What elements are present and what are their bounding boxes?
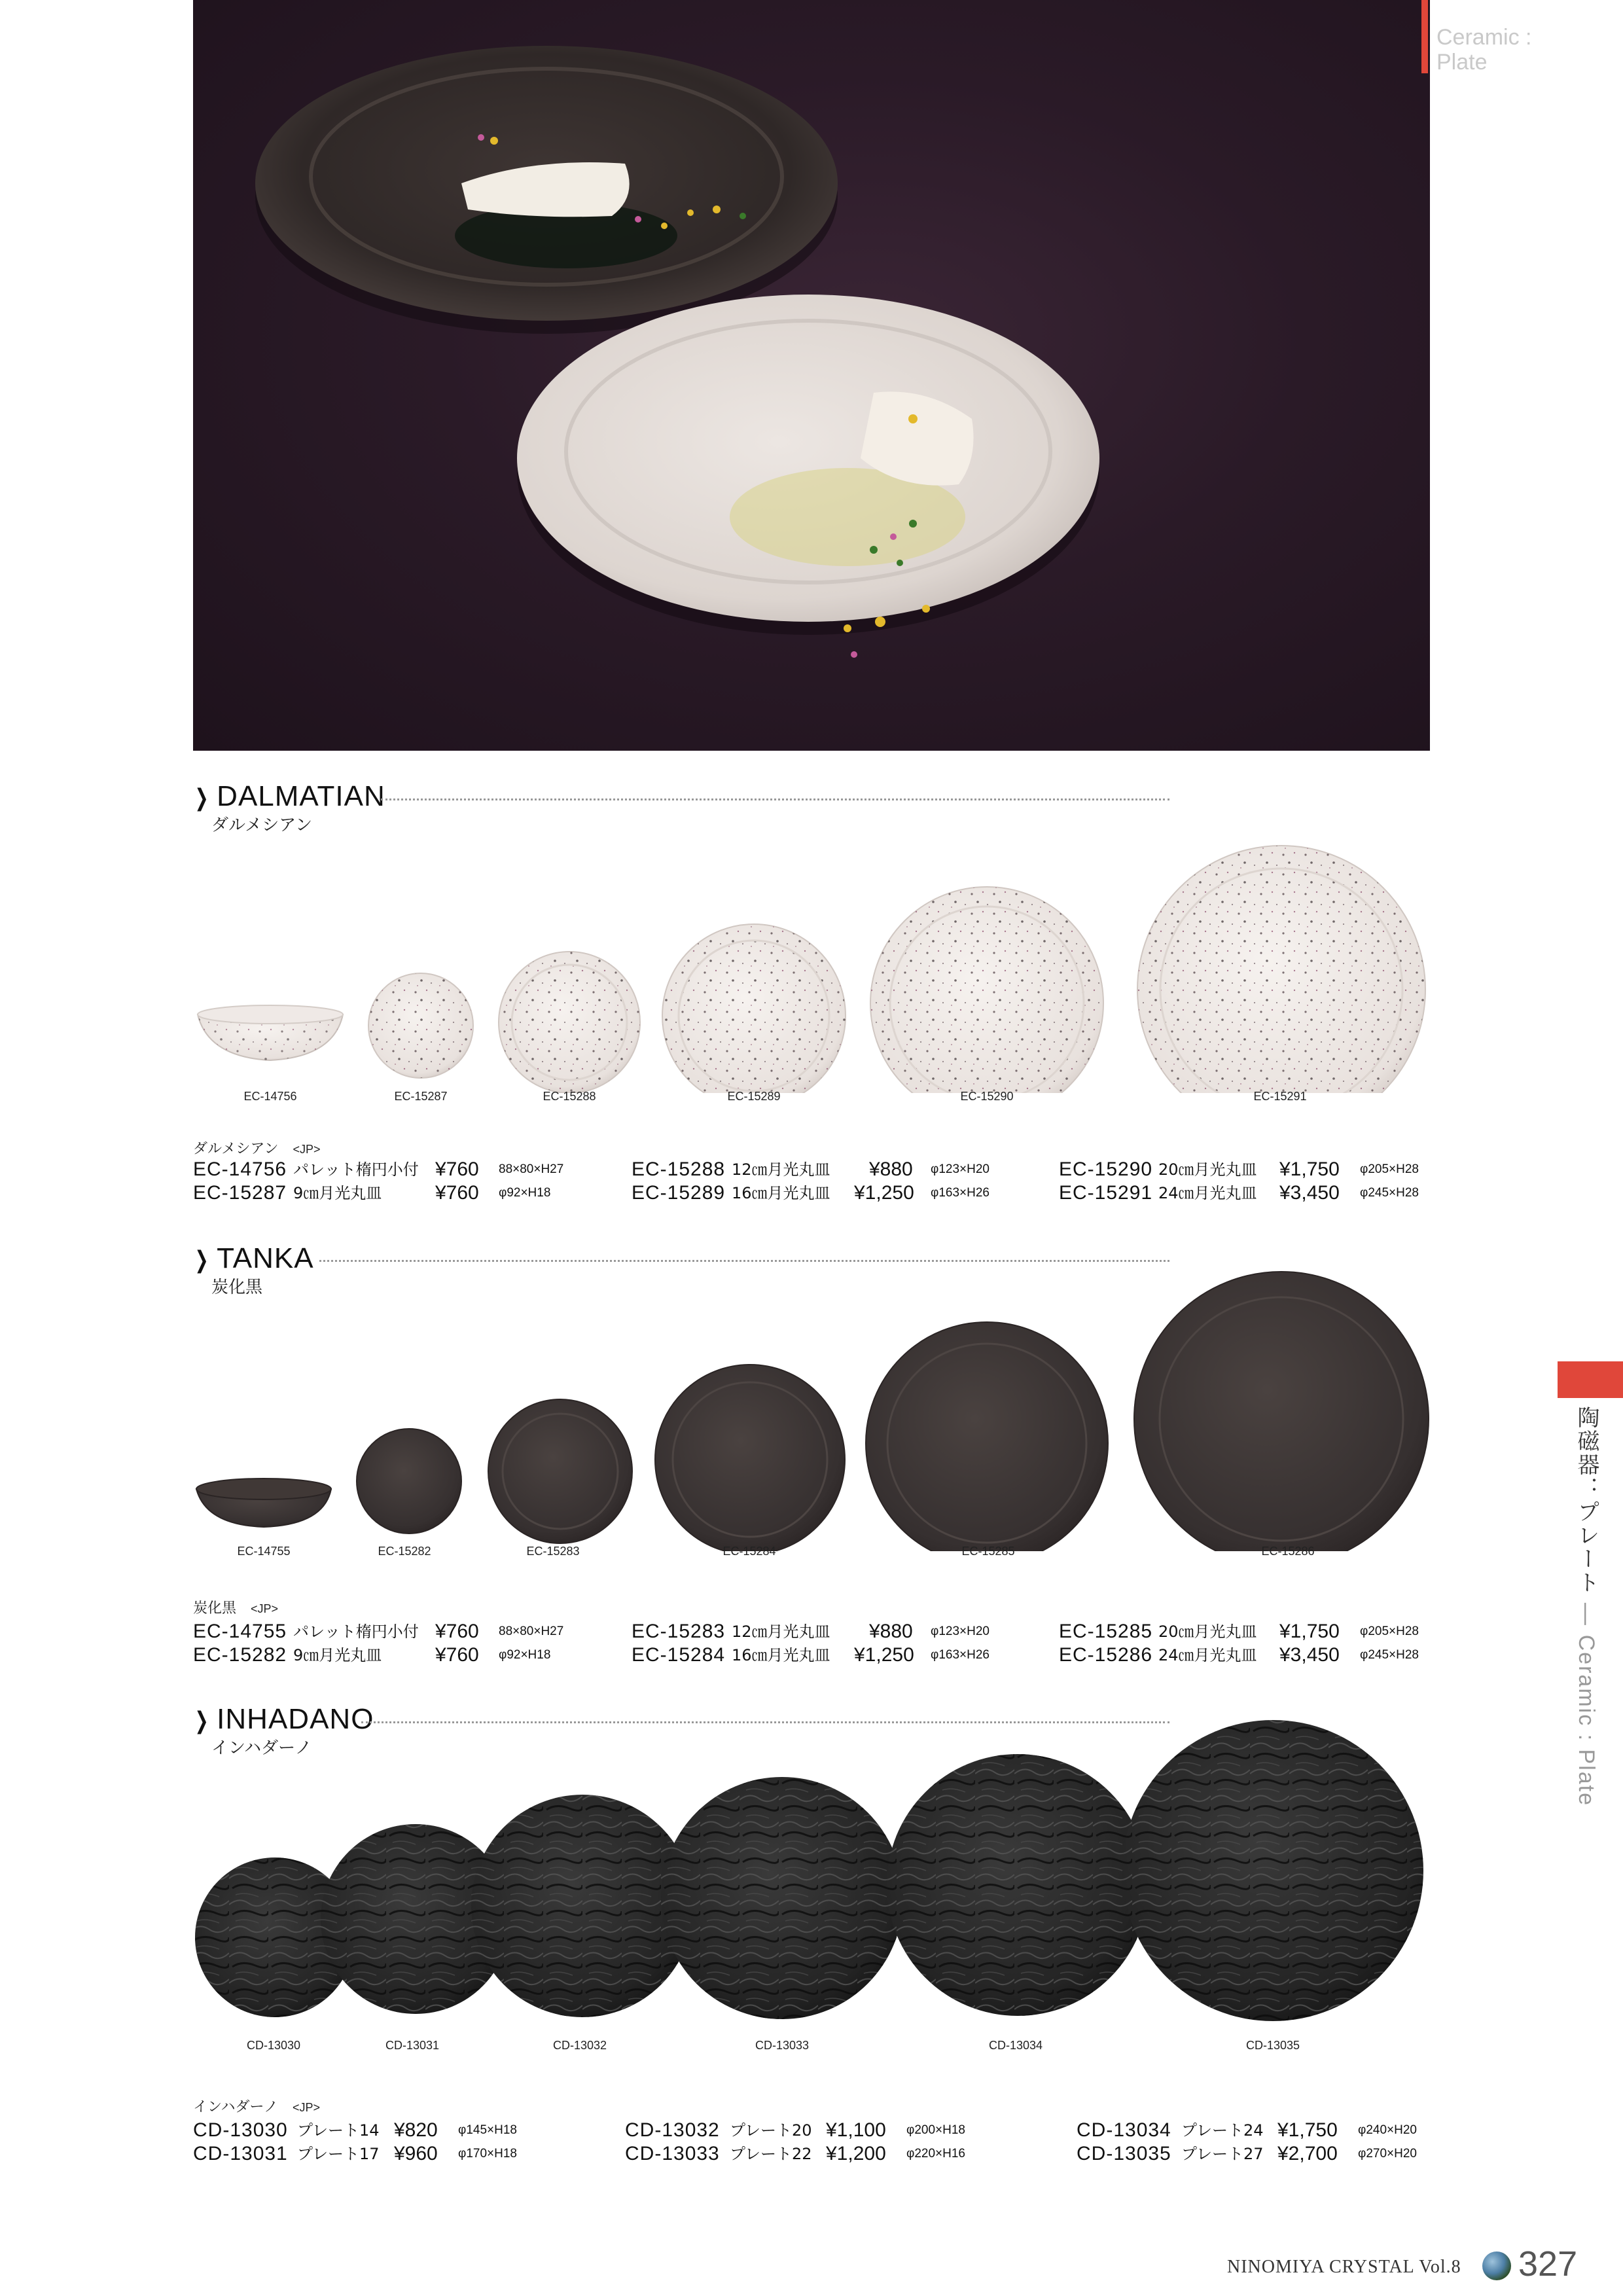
plates-photo-illustration <box>193 0 1430 751</box>
product-dimensions: φ92×H18 <box>499 1186 551 1200</box>
side-tab-sep: ― <box>1573 1602 1599 1626</box>
category-tag <box>1436 25 1531 75</box>
product-caption: EC-15284 <box>722 1545 776 1558</box>
product-code: EC-15283 <box>632 1621 726 1642</box>
origin-tag: <JP> <box>293 2101 321 2114</box>
product-dimensions: φ220×H16 <box>906 2147 965 2161</box>
product-dimensions: φ205×H28 <box>1360 1624 1419 1638</box>
product-caption: EC-15289 <box>727 1090 781 1103</box>
product-dimensions: φ123×H20 <box>931 1624 990 1638</box>
price-list-title <box>193 2096 320 2116</box>
product-code: EC-14756 <box>193 1158 287 1180</box>
product-caption: CD-13030 <box>246 2039 301 2052</box>
product-code: EC-15284 <box>632 1644 726 1666</box>
product-EC-15284 <box>655 1365 845 1551</box>
product-dimensions: φ123×H20 <box>931 1162 990 1176</box>
product-price: ¥1,750 <box>1277 2119 1338 2141</box>
globe-icon <box>1482 2251 1511 2280</box>
section-title: TANKA <box>217 1242 314 1274</box>
price-row <box>0 2118 1623 2143</box>
product-price: ¥3,450 <box>1279 1644 1340 1666</box>
product-caption: EC-15290 <box>960 1090 1014 1103</box>
product-EC-15286 <box>1134 1272 1429 1551</box>
side-tab-marker <box>1558 1361 1623 1398</box>
origin-tag: <JP> <box>293 1143 321 1156</box>
product-price: ¥3,450 <box>1279 1182 1340 1204</box>
product-dimensions: φ270×H20 <box>1358 2147 1417 2161</box>
product-price: ¥760 <box>435 1158 479 1180</box>
product-name: 20㎝月光丸皿 <box>1158 1623 1257 1641</box>
price-row <box>0 1619 1623 1644</box>
price-list-name: ダルメシアン <box>193 1141 279 1157</box>
section-title: INHADANO <box>217 1703 374 1735</box>
product-caption: CD-13034 <box>988 2039 1043 2052</box>
chevron-right-icon: ❯ <box>194 1246 209 1273</box>
product-name: 16㎝月光丸皿 <box>732 1646 830 1664</box>
product-price: ¥1,200 <box>826 2143 886 2164</box>
product-EC-15285 <box>866 1322 1108 1551</box>
top-tag-bar <box>1421 0 1428 73</box>
product-EC-15287 <box>368 973 473 1078</box>
product-price: ¥820 <box>394 2119 438 2141</box>
side-tab-jp: 陶磁器：プレート <box>1573 1406 1599 1594</box>
page-number: 327 <box>1518 2244 1578 2284</box>
price-row <box>0 1643 1623 1668</box>
product-dimensions: φ240×H20 <box>1358 2123 1417 2137</box>
product-caption: EC-15283 <box>526 1545 580 1558</box>
product-price: ¥1,250 <box>854 1644 914 1666</box>
origin-tag: <JP> <box>251 1602 279 1615</box>
product-caption: EC-15285 <box>961 1545 1015 1558</box>
product-name: プレート20 <box>730 2121 812 2140</box>
product-price: ¥880 <box>869 1621 913 1642</box>
product-name: 12㎝月光丸皿 <box>732 1160 830 1179</box>
product-price: ¥2,700 <box>1277 2143 1338 2164</box>
product-caption: EC-15291 <box>1253 1090 1307 1103</box>
chevron-right-icon: ❯ <box>194 1707 209 1734</box>
product-caption: EC-14756 <box>243 1090 297 1103</box>
product-caption: CD-13032 <box>552 2039 607 2052</box>
product-CD-13034 <box>887 1754 1149 2016</box>
product-name: 9㎝月光丸皿 <box>293 1184 382 1202</box>
product-code: CD-13033 <box>625 2143 720 2164</box>
product-price: ¥1,100 <box>826 2119 886 2141</box>
product-name: 20㎝月光丸皿 <box>1158 1160 1257 1179</box>
product-name: プレート17 <box>297 2145 380 2163</box>
product-caption: EC-15287 <box>394 1090 448 1103</box>
product-dimensions: φ163×H26 <box>931 1186 990 1200</box>
product-code: EC-15285 <box>1059 1621 1153 1642</box>
product-price: ¥1,250 <box>854 1182 914 1204</box>
product-dimensions: φ245×H28 <box>1360 1186 1419 1200</box>
product-EC-15282 <box>357 1429 461 1534</box>
product-EC-15291 <box>1137 846 1425 1093</box>
footer-brand: NINOMIYA CRYSTAL Vol.8 <box>1227 2257 1461 2277</box>
product-caption: CD-13031 <box>385 2039 440 2052</box>
product-EC-14756 <box>198 1005 343 1060</box>
product-price: ¥760 <box>435 1644 479 1666</box>
price-list-name: 炭化黒 <box>193 1600 237 1617</box>
chevron-right-icon: ❯ <box>194 784 209 811</box>
product-caption: CD-13033 <box>755 2039 810 2052</box>
section-title: DALMATIAN <box>217 780 385 812</box>
product-code: CD-13032 <box>625 2119 720 2141</box>
product-dimensions: φ92×H18 <box>499 1648 551 1662</box>
price-row <box>0 1181 1623 1206</box>
product-code: EC-15289 <box>632 1182 726 1204</box>
tanka-product-images <box>190 1244 1433 1551</box>
product-caption: EC-14755 <box>237 1545 291 1558</box>
product-EC-15288 <box>499 952 640 1093</box>
product-CD-13033 <box>661 1777 903 2019</box>
product-name: プレート14 <box>297 2121 380 2140</box>
product-name: プレート27 <box>1181 2145 1264 2163</box>
price-row <box>0 2142 1623 2166</box>
product-caption: EC-15288 <box>543 1090 596 1103</box>
product-dimensions: φ145×H18 <box>458 2123 517 2137</box>
product-caption: CD-13035 <box>1245 2039 1300 2052</box>
product-dimensions: φ245×H28 <box>1360 1648 1419 1662</box>
hero-photo <box>193 0 1430 751</box>
side-tab-label <box>1571 1406 1603 1806</box>
section-subtitle: ダルメシアン <box>211 816 313 835</box>
product-code: EC-15287 <box>193 1182 287 1204</box>
section-subtitle: 炭化黒 <box>211 1278 263 1297</box>
product-dimensions: φ200×H18 <box>906 2123 965 2137</box>
product-dimensions: φ170×H18 <box>458 2147 517 2161</box>
product-price: ¥1,750 <box>1279 1621 1340 1642</box>
product-name: 24㎝月光丸皿 <box>1158 1184 1257 1202</box>
inhadano-product-images <box>190 1708 1433 2036</box>
product-EC-15290 <box>870 887 1103 1093</box>
product-caption: EC-15286 <box>1261 1545 1315 1558</box>
product-code: CD-13031 <box>193 2143 288 2164</box>
product-price: ¥760 <box>435 1621 479 1642</box>
product-dimensions: φ163×H26 <box>931 1648 990 1662</box>
product-code: EC-15282 <box>193 1644 287 1666</box>
product-code: CD-13034 <box>1077 2119 1171 2141</box>
product-name: 24㎝月光丸皿 <box>1158 1646 1257 1664</box>
product-code: EC-14755 <box>193 1621 287 1642</box>
price-list-title <box>193 1597 278 1617</box>
product-code: EC-15290 <box>1059 1158 1153 1180</box>
product-dimensions: 88×80×H27 <box>499 1624 564 1638</box>
product-code: EC-15286 <box>1059 1644 1153 1666</box>
product-price: ¥1,750 <box>1279 1158 1340 1180</box>
product-name: パレット楕円小付 <box>293 1623 419 1641</box>
product-code: CD-13030 <box>193 2119 288 2141</box>
price-list-title <box>193 1138 321 1158</box>
dalmatian-product-images <box>190 792 1433 1093</box>
product-CD-13032 <box>471 1795 694 2017</box>
section-subtitle: インハダーノ <box>211 1738 312 1758</box>
product-dimensions: 88×80×H27 <box>499 1162 564 1176</box>
product-dimensions: φ205×H28 <box>1360 1162 1419 1176</box>
product-name: 9㎝月光丸皿 <box>293 1646 382 1664</box>
product-EC-14755 <box>196 1479 331 1527</box>
product-name: 16㎝月光丸皿 <box>732 1184 830 1202</box>
product-code: CD-13035 <box>1077 2143 1171 2164</box>
category-tag-line1: Ceramic : <box>1436 25 1532 50</box>
product-CD-13035 <box>1122 1720 1423 2021</box>
product-name: パレット楕円小付 <box>293 1160 419 1179</box>
product-EC-15289 <box>662 924 846 1093</box>
category-tag-line2: Plate <box>1436 50 1488 75</box>
side-tab-en: Ceramic : Plate <box>1574 1634 1599 1807</box>
product-price: ¥880 <box>869 1158 913 1180</box>
product-caption: EC-15282 <box>378 1545 431 1558</box>
product-price: ¥960 <box>394 2143 438 2164</box>
product-code: EC-15288 <box>632 1158 726 1180</box>
product-name: プレート24 <box>1181 2121 1264 2140</box>
product-EC-15283 <box>488 1399 632 1543</box>
product-price: ¥760 <box>435 1182 479 1204</box>
product-code: EC-15291 <box>1059 1182 1153 1204</box>
price-row <box>0 1157 1623 1182</box>
product-name: 12㎝月光丸皿 <box>732 1623 830 1641</box>
product-name: プレート22 <box>730 2145 812 2163</box>
price-list-name: インハダーノ <box>193 2099 279 2115</box>
